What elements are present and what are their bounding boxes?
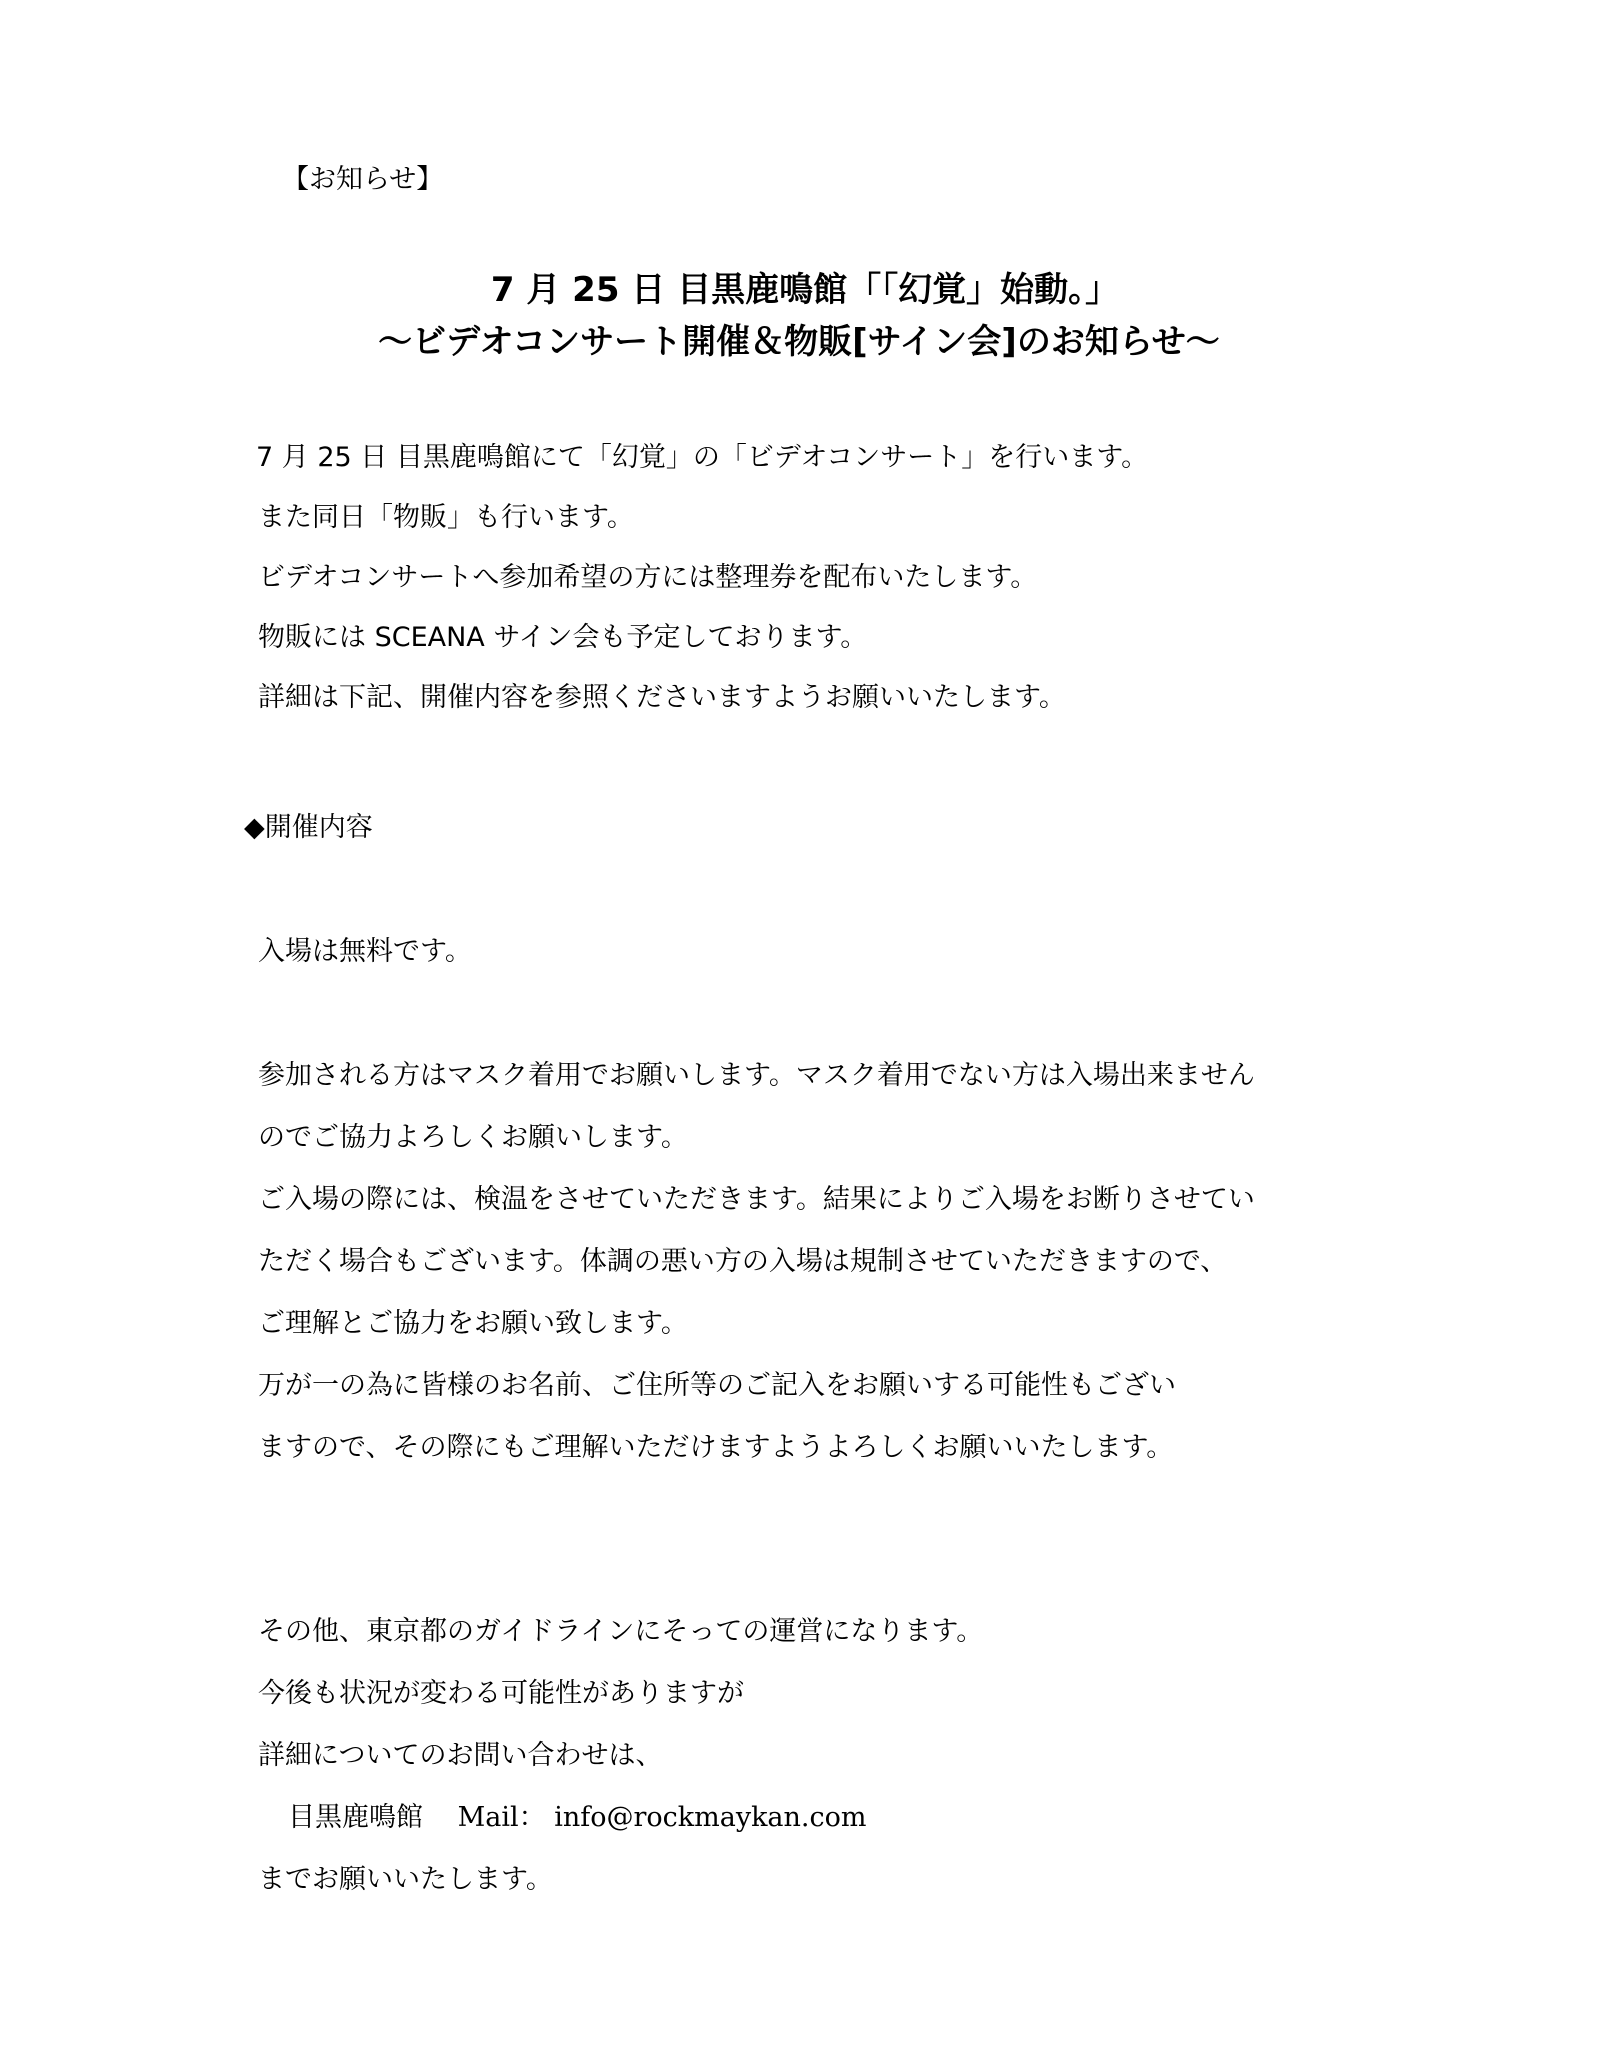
contact-email: info@rockmaykan.com [554, 1802, 867, 1833]
details-heading: ◆開催内容 [244, 812, 373, 843]
rules-line-5: ご理解とご協力をお願い致します。 [258, 1308, 688, 1339]
intro-line-2: また同日「物販」も行います。 [258, 502, 634, 533]
closing-final-line: までお願いいたします。 [258, 1864, 553, 1895]
closing-line-1: その他、東京都のガイドラインにそっての運営になります。 [258, 1616, 984, 1647]
rules-line-6: 万が一の為に皆様のお名前、ご住所等のご記入をお願いする可能性もござい [258, 1370, 1176, 1401]
rules-line-3: ご入場の際には、検温をさせていただきます。結果によりご入場をお断りさせてい [258, 1184, 1255, 1215]
contact-mail-label: Mail： [457, 1802, 546, 1833]
intro-line-4: 物販には SCEANA サイン会も予定しております。 [258, 622, 868, 653]
closing-line-2: 今後も状況が変わる可能性がありますが [258, 1678, 744, 1709]
rules-line-7: ますので、その際にもご理解いただけますようよろしくお願いいたします。 [258, 1432, 1174, 1463]
notice-label: 【お知らせ】 [282, 164, 444, 195]
closing-line-3: 詳細についてのお問い合わせは、 [258, 1740, 663, 1771]
contact-line [288, 1798, 866, 1838]
notice-title-line-2: ～ビデオコンサート開催＆物販[サイン会]のお知らせ～ [378, 322, 1220, 362]
contact-venue: 目黒鹿鳴館 [288, 1802, 423, 1833]
intro-line-3: ビデオコンサートへ参加希望の方には整理券を配布いたします。 [258, 562, 1038, 593]
admission-text: 入場は無料です。 [258, 936, 472, 967]
rules-line-2: のでご協力よろしくお願いします。 [258, 1122, 688, 1153]
intro-line-1: 7 月 25 日 目黒鹿鳴館にて「幻覚」の「ビデオコンサート」を行います。 [256, 442, 1149, 473]
intro-line-5: 詳細は下記、開催内容を参照くださいますようお願いいたします。 [258, 682, 1066, 713]
rules-line-4: ただく場合もございます。体調の悪い方の入場は規制させていただきますので、 [258, 1246, 1228, 1277]
rules-line-1: 参加される方はマスク着用でお願いします。マスク着用でない方は入場出来ません [258, 1060, 1255, 1091]
notice-title-line-1: 7 月 25 日 目黒鹿鳴館「「幻覚」始動。」 [490, 270, 1120, 310]
